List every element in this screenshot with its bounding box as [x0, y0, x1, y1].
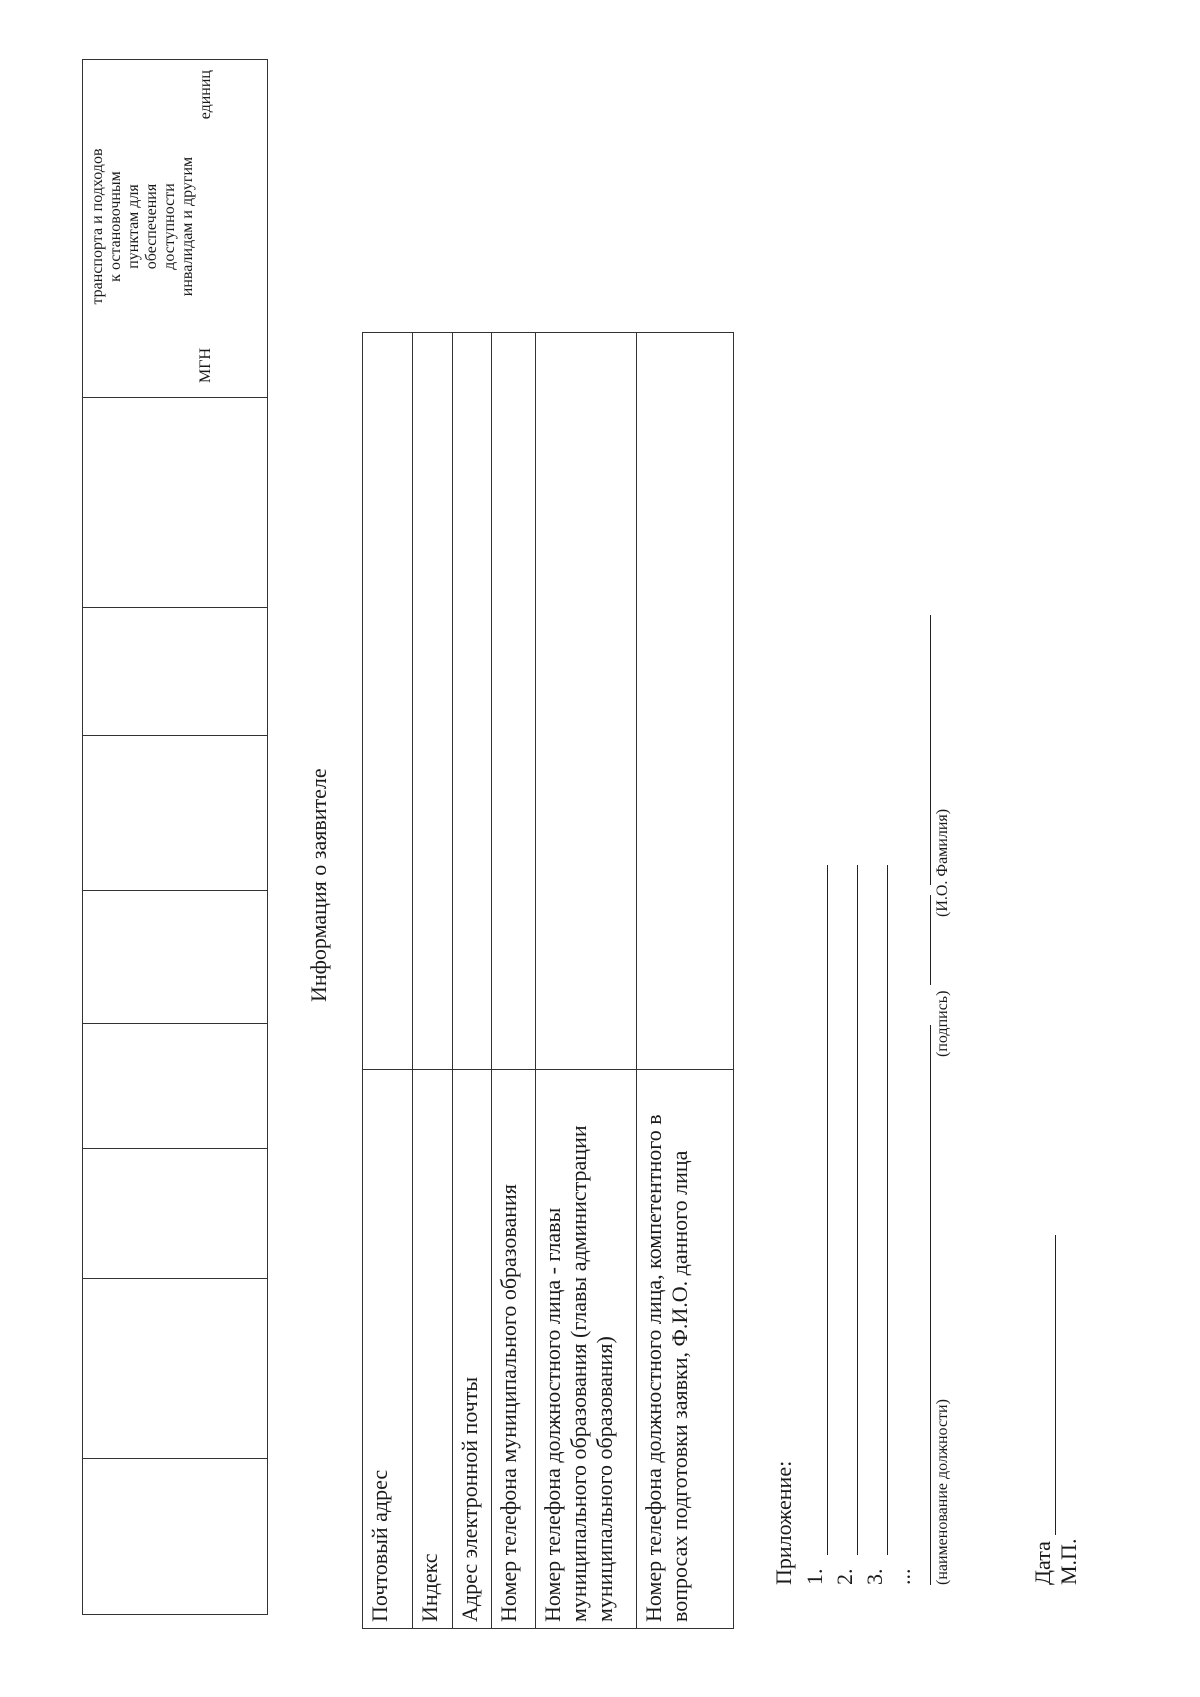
applicant-info-table [362, 332, 734, 1629]
label-line: Номер телефона должностного лица - главы [540, 1207, 565, 1622]
stamp-label: М.П. [1056, 1538, 1081, 1585]
attachment-blank-line[interactable] [865, 865, 888, 1555]
cell-line [197, 70, 215, 383]
table-cell [83, 1459, 267, 1614]
table-cell [83, 891, 267, 1024]
cell-line: обеспечения [143, 183, 160, 270]
table-cell-text [83, 60, 221, 397]
date-label: Дата [1030, 1541, 1055, 1585]
row-label [536, 1070, 636, 1628]
cell-line: к остановочным [107, 171, 124, 282]
cell-line-right: единиц [197, 70, 214, 120]
attachments-more: ... [890, 1568, 915, 1585]
signature-block-line[interactable] [930, 615, 931, 885]
row-label [413, 1070, 452, 1628]
attachments-list [770, 865, 918, 1585]
cell-line: транспорта и подходов [89, 148, 106, 305]
position-caption: (наименование должности) [934, 1399, 951, 1585]
date-row [1030, 1235, 1056, 1585]
table-row [412, 333, 452, 1628]
cell-line: доступности [161, 183, 178, 270]
attachment-blank-line[interactable] [835, 865, 858, 1555]
attachment-number: 3. [862, 1568, 887, 1585]
name-caption: (И.О. Фамилия) [934, 808, 951, 917]
table-cell [83, 736, 267, 891]
signature-caption: (подпись) [934, 990, 951, 1057]
label-line: Адрес электронной почты [457, 1376, 482, 1622]
table-cell [83, 398, 267, 608]
value-cell[interactable] [492, 333, 535, 1070]
label-line: муниципального образования (главы администрации [566, 1125, 591, 1622]
label-line: муниципального образования) [592, 1336, 617, 1622]
table-cell [83, 608, 267, 736]
cell-line: пунктам для [125, 184, 142, 269]
attachment-blank-line[interactable] [805, 865, 828, 1555]
table-row [491, 333, 535, 1628]
objects-table [82, 59, 268, 1615]
table-row [363, 333, 412, 1628]
label-line: Номер телефона должностного лица, компетентного в [641, 1114, 666, 1622]
label-line: вопросах подготовки заявки, Ф.И.О. данного лица [667, 1150, 692, 1622]
attachment-item [858, 865, 888, 1585]
section-title: Информация о заявителе [306, 768, 331, 1002]
value-cell[interactable] [413, 333, 452, 1070]
date-blank-line[interactable] [1035, 1235, 1056, 1535]
date-block [1030, 1235, 1082, 1585]
cell-line-left: МГН [197, 347, 214, 383]
table-row [452, 333, 491, 1628]
row-label [453, 1070, 491, 1628]
table-cell [83, 1149, 267, 1279]
attachment-number: 2. [832, 1568, 857, 1585]
attachments-title: Приложение: [771, 1460, 796, 1585]
label-line: Индекс [417, 1553, 442, 1622]
table-row [535, 333, 636, 1628]
label-line: Почтовый адрес [367, 1469, 392, 1622]
value-cell[interactable] [536, 333, 636, 1070]
table-cell-last [83, 60, 267, 398]
label-line: Номер телефона муниципального образования [496, 1184, 521, 1622]
row-label [492, 1070, 535, 1628]
signature-block-line[interactable] [930, 895, 931, 985]
table-cell [83, 1279, 267, 1459]
attachment-item [828, 865, 858, 1585]
row-label [637, 1070, 733, 1628]
cell-line: инвалидам и другим [179, 156, 196, 297]
table-row [636, 333, 733, 1628]
value-cell[interactable] [363, 333, 412, 1070]
row-label [363, 1070, 412, 1628]
attachment-number: 1. [802, 1568, 827, 1585]
value-cell[interactable] [637, 333, 733, 1070]
signature-block-line[interactable] [930, 1025, 931, 1585]
attachment-item [798, 865, 828, 1585]
value-cell[interactable] [453, 333, 491, 1070]
table-cell [83, 1024, 267, 1149]
